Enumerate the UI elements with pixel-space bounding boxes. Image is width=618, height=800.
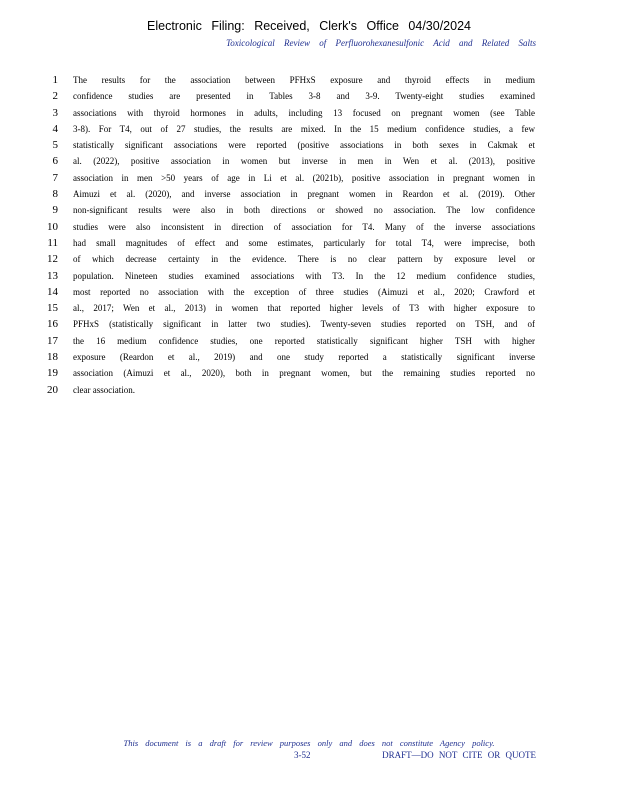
draft-disclaimer: This document is a draft for review purposes only and does not constitute Agency policy. xyxy=(123,738,495,748)
line-number: 8 xyxy=(52,188,58,201)
line-text: population. Nineteen studies examined associations with T3. In the 12 medium confidence studies, xyxy=(73,270,535,281)
line-text: association (Aimuzi et al., 2020), both in pregnant women, but the remaining studies reported no xyxy=(73,368,535,379)
line-number: 9 xyxy=(52,204,58,217)
line-text: al. (2022), positive association in women but inverse in men in Wen et al. (2013), positive xyxy=(73,156,535,167)
line-number: 18 xyxy=(47,351,58,364)
draft-notice: DRAFT—DO NOT CITE OR QUOTE xyxy=(382,750,536,760)
electronic-filing-banner: Electronic Filing: Received, Clerk's Office 04/30/2024 xyxy=(147,19,471,33)
text-line xyxy=(40,121,540,137)
line-text: most reported no association with the exception of three studies (Aimuzi et al., 2020; Crawford et xyxy=(73,286,535,297)
line-number: 3 xyxy=(52,106,58,119)
text-line xyxy=(40,202,540,218)
document-body xyxy=(40,72,540,398)
line-number: 1 xyxy=(52,74,58,86)
text-line xyxy=(40,88,540,104)
text-line xyxy=(40,137,540,153)
running-head: Toxicological Review of Perfluorohexanesulfonic Acid and Related Salts xyxy=(226,38,536,48)
line-text: PFHxS (statistically significant in latter two studies). Twenty-seven studies reported on TSH, and of xyxy=(73,319,535,330)
line-number: 10 xyxy=(47,220,58,233)
line-number: 19 xyxy=(47,367,58,380)
line-number: 4 xyxy=(52,122,58,135)
line-text: exposure (Reardon et al., 2019) and one study reported a statistically significant inverse xyxy=(73,352,535,363)
text-line xyxy=(40,284,540,300)
text-line xyxy=(40,365,540,381)
line-text: al., 2017; Wen et al., 2013) in women that reported higher levels of T3 with higher exposure to xyxy=(73,303,535,314)
line-text: studies were also inconsistent in direction of association for T4. Many of the inverse associations xyxy=(73,221,535,232)
line-number: 2 xyxy=(52,90,58,103)
line-text: Aimuzi et al. (2020), and inverse association in pregnant women in Reardon et al. (2019). Other xyxy=(73,189,535,200)
text-line xyxy=(40,349,540,365)
text-line xyxy=(40,235,540,251)
line-text: of which decrease certainty in the evidence. There is no clear pattern by exposure level or xyxy=(73,254,535,265)
line-text: clear association. xyxy=(73,384,135,395)
line-text: the 16 medium confidence studies, one reported statistically significant higher TSH with higher xyxy=(73,335,535,346)
line-number: 15 xyxy=(47,302,58,315)
page-number: 3-52 xyxy=(294,750,311,760)
text-line xyxy=(40,105,540,121)
line-text: confidence studies are presented in Tables 3-8 and 3-9. Twenty-eight studies examined xyxy=(73,91,535,102)
line-number: 12 xyxy=(47,253,58,266)
line-text: had small magnitudes of effect and some estimates, particularly for total T4, were imprecise, both xyxy=(73,237,535,248)
text-line xyxy=(40,300,540,316)
text-line xyxy=(40,333,540,349)
text-line xyxy=(40,268,540,284)
text-line xyxy=(40,72,540,88)
line-number: 13 xyxy=(47,269,58,282)
text-line xyxy=(40,219,540,235)
line-number: 14 xyxy=(47,285,58,298)
line-number: 11 xyxy=(47,236,58,249)
text-line xyxy=(40,186,540,202)
line-number: 16 xyxy=(47,318,58,331)
text-line xyxy=(40,153,540,169)
text-line xyxy=(40,251,540,267)
line-number: 7 xyxy=(52,171,58,184)
line-text: 3-8). For T4, out of 27 studies, the results are mixed. In the 15 medium confidence studies, a few xyxy=(73,123,535,134)
line-text: associations with thyroid hormones in adults, including 13 focused on pregnant women (see Table xyxy=(73,107,535,118)
text-line xyxy=(40,170,540,186)
line-text: statistically significant associations were reported (positive associations in both sexes in Cakmak et xyxy=(73,140,535,151)
line-number: 6 xyxy=(52,155,58,168)
text-line xyxy=(40,382,540,398)
line-number: 5 xyxy=(52,139,58,152)
line-number: 17 xyxy=(47,334,58,347)
text-line xyxy=(40,316,540,332)
line-text: association in men >50 years of age in Li et al. (2021b), positive association in pregnant women in xyxy=(73,172,535,183)
line-number: 20 xyxy=(47,383,58,396)
line-text: non-significant results were also in both directions or showed no association. The low confidence xyxy=(73,205,535,216)
line-text: The results for the association between PFHxS exposure and thyroid effects in medium xyxy=(73,75,535,85)
